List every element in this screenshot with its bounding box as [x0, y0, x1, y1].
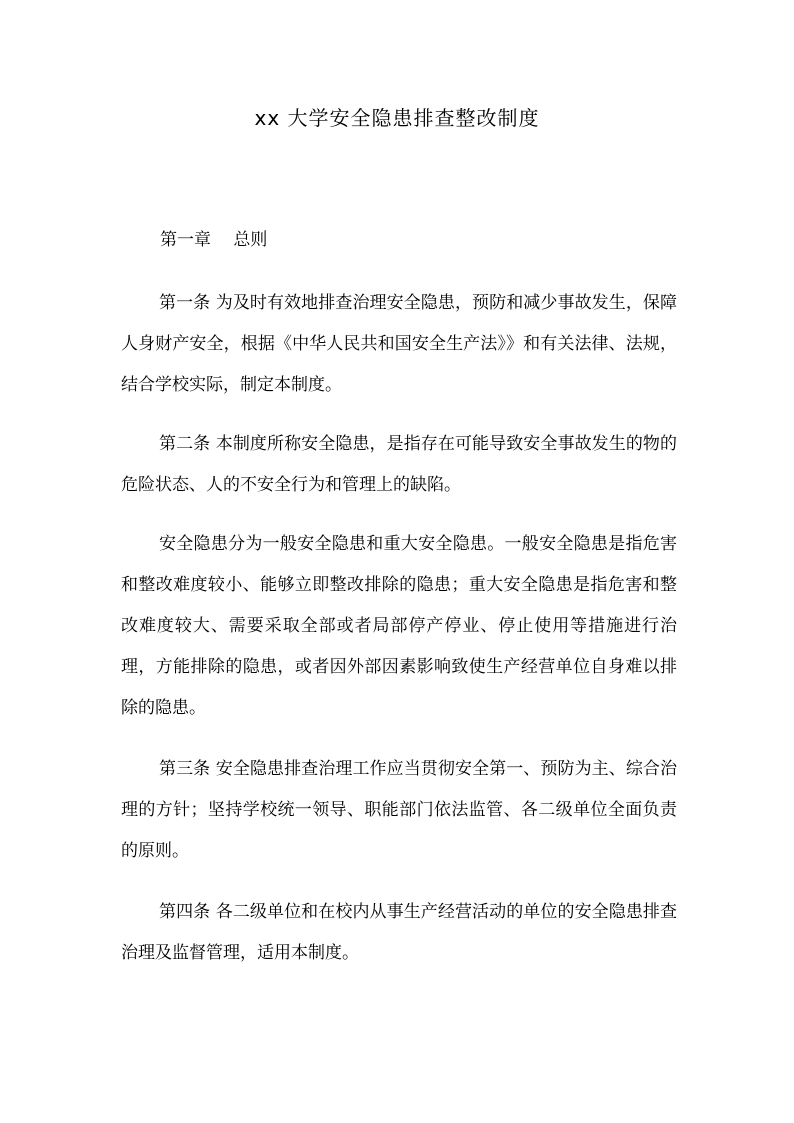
paragraph-hazard-classification: 安全隐患分为一般安全隐患和重大安全隐患。一般安全隐患是指危害和整改难度较小、能够立即整改排除的隐患；重大安全隐患是指危害和整改难度较大、需要采取全部或者局部停产停业、停止使用等措施进行治理，方能排除的隐患，或者因外部因素影响致使生产经营单位自身难以排除的隐患。: [121, 534, 677, 718]
paragraph-article-1: 第一条 为及时有效地排查治理安全隐患，预防和减少事故发生，保障人身财产安全，根据《中华人民共和国安全生产法》》和有关法律、法规，结合学校实际，制定本制度。: [121, 293, 677, 395]
paragraph-article-3: 第三条 安全隐患排查治理工作应当贯彻安全第一、预防为主、综合治理的方针；坚持学校统一领导、职能部门依法监管、各二级单位全面负责的原则。: [121, 759, 677, 861]
document-title: xx 大学安全隐患排查整改制度: [254, 106, 540, 130]
paragraph-article-4: 第四条 各二级单位和在校内从事生产经营活动的单位的安全隐患排查治理及监督管理，适用本制度。: [121, 902, 677, 963]
chapter-heading: [160, 224, 267, 256]
chapter-heading-text: 第一章 总则: [160, 230, 268, 250]
paragraph-article-2: 第二条 本制度所称安全隐患，是指存在可能导致安全事故发生的物的危险状态、人的不安全行为和管理上的缺陷。: [121, 434, 677, 495]
